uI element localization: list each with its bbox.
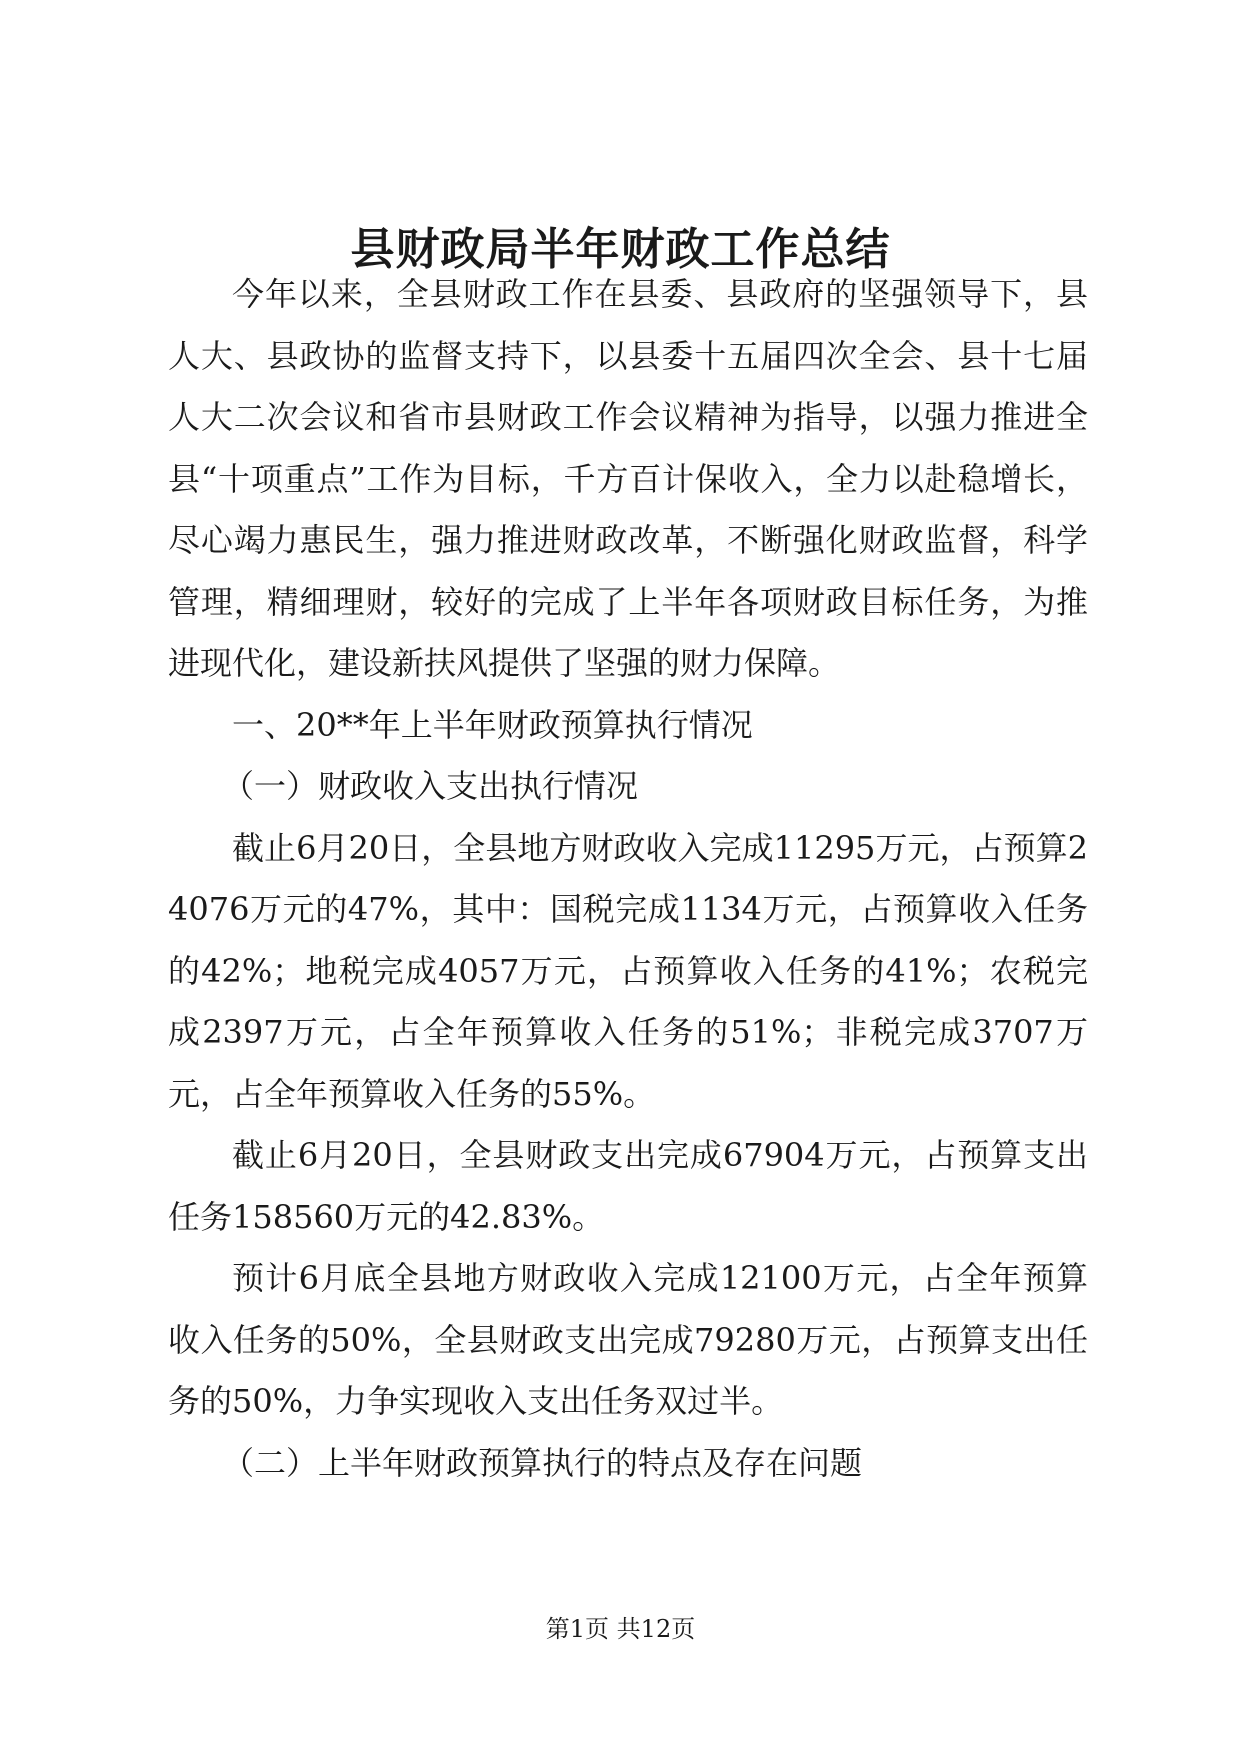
- subsection-heading-1: （一）财政收入支出执行情况: [222, 767, 639, 805]
- section-heading-1: 一、20**年上半年财政预算执行情况: [232, 705, 753, 744]
- paragraph-revenue: 截止6月20日，全县地方财政收入完成11295万元，占预算24076万元的47%，其中：国税完成1134万元，占预算收入任务的42%；地税完成4057万元，占预算收入任务的41%；农税完成2397万元，占全年预算收入任务的51%；非税完成3707万元，占全年预算收入任务的55%。: [168, 828, 1088, 1113]
- document-body: [168, 264, 1088, 1494]
- paragraph-intro: 今年以来，全县财政工作在县委、县政府的坚强领导下，县人大、县政协的监督支持下，以县委十五届四次全会、县十七届人大二次会议和省市县财政工作会议精神为指导，以强力推进全县“十项重点”工作为目标，千方百计保收入，全力以赴稳增长，尽心竭力惠民生，强力推进财政改革，不断强化财政监督，科学管理，精细理财，较好的完成了上半年各项财政目标任务，为推进现代化，建设新扶风提供了坚强的财力保障。: [168, 275, 1088, 682]
- page-number-footer: 第1页 共12页: [545, 1615, 696, 1643]
- paragraph-expenditure: 截止6月20日，全县财政支出完成67904万元，占预算支出任务158560万元的42.83%。: [168, 1136, 1088, 1236]
- document-title: 县财政局半年财政工作总结: [350, 224, 891, 275]
- paragraph-forecast: 预计6月底全县地方财政收入完成12100万元，占全年预算收入任务的50%，全县财政支出完成79280万元，占预算支出任务的50%，力争实现收入支出任务双过半。: [168, 1259, 1088, 1420]
- subsection-heading-2: （二）上半年财政预算执行的特点及存在问题: [222, 1443, 863, 1482]
